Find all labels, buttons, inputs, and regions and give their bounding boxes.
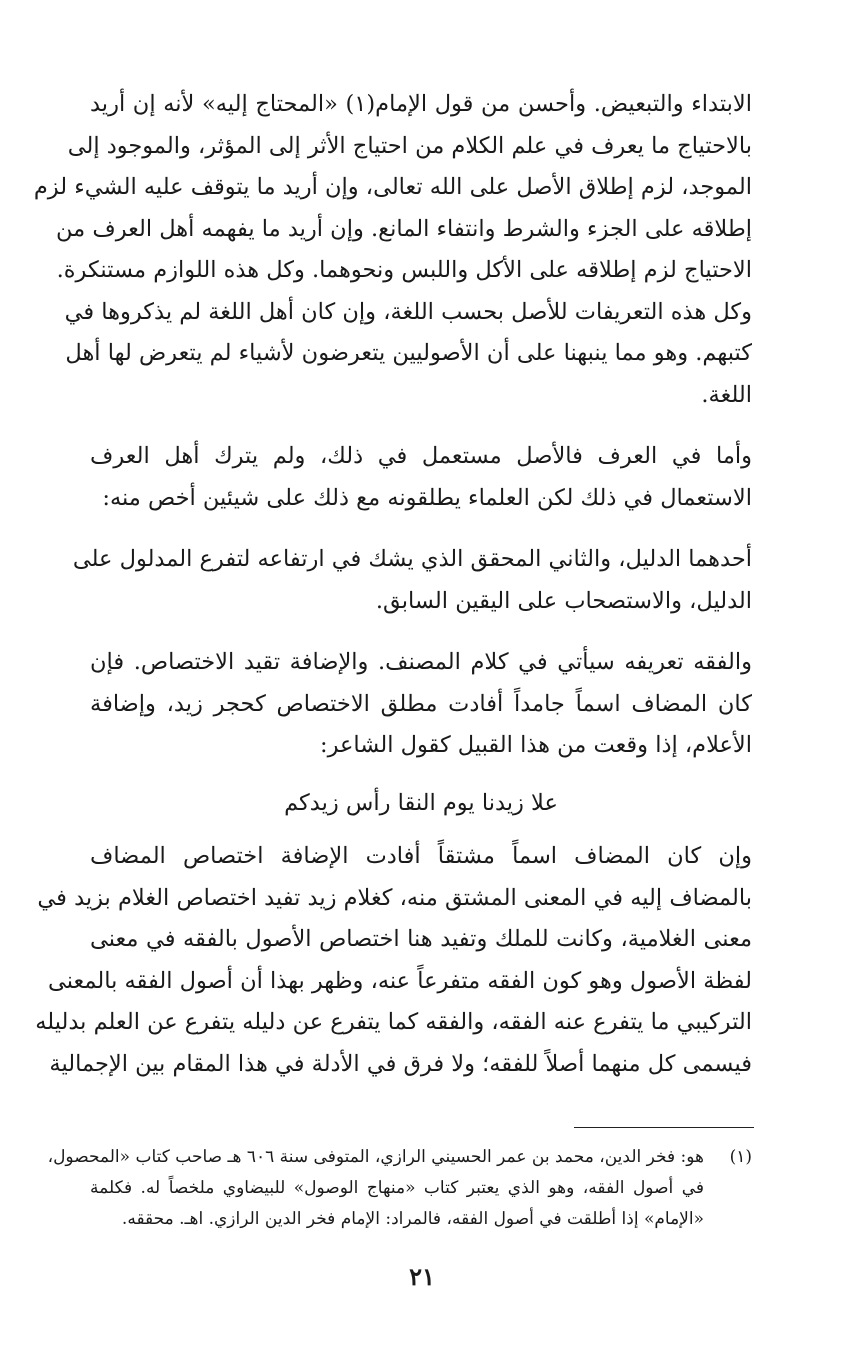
text-line: إطلاقه على الجزء والشرط وانتفاء المانع. وإن أريد ما يفهمه أهل العرف من bbox=[56, 215, 752, 242]
paragraph-5 bbox=[35, 836, 752, 1085]
page-number: ٢١ bbox=[409, 1262, 435, 1291]
text-line: فيسمى كل منهما أصلاً للفقه؛ ولا فرق في الأدلة في هذا المقام بين الإجمالية bbox=[49, 1050, 752, 1077]
footnote-line: في أصول الفقه، وهو الذي يعتبر كتاب «منهاج الوصول» للبيضاوي ملخصاً له. فكلمة bbox=[90, 1178, 704, 1198]
text-line: وكل هذه التعريفات للأصل بحسب اللغة، وإن كان أهل اللغة لم يذكروها في bbox=[64, 298, 752, 325]
paragraph-1 bbox=[33, 84, 752, 416]
paragraph-4 bbox=[90, 642, 752, 767]
text-line: الموجد، لزم إطلاق الأصل على الله تعالى، وإن أريد ما يتوقف عليه الشيء لزم bbox=[33, 174, 752, 200]
text-line: الابتداء والتبعيض. وأحسن من قول الإمام(١) «المحتاج إليه» لأنه إن أريد bbox=[90, 91, 752, 117]
paragraph-3 bbox=[72, 539, 752, 622]
text-line: لفظة الأصول وهو كون الفقه متفرعاً عنه، وظهر بهذا أن أصول الفقه بالمعنى bbox=[47, 967, 752, 994]
poetry-verse: علا زيدنا يوم النقا رأس زيدكم bbox=[284, 789, 558, 816]
text-line: الأعلام، إذا وقعت من هذا القبيل كقول الشاعر: bbox=[319, 732, 752, 758]
text-line: كتبهم. وهو مما ينبهنا على أن الأصوليين يتعرضون لأشياء لم يتعرض لها أهل bbox=[65, 340, 752, 366]
text-line: اللغة. bbox=[701, 381, 752, 408]
text-line: التركيبي ما يتفرع عنه الفقه، والفقه كما يتفرع عن دليله يتفرع عن العلم بدليله bbox=[35, 1009, 752, 1035]
footnote-line: هو: فخر الدين، محمد بن عمر الحسيني الرازي، المتوفى سنة ٦٠٦ هـ صاحب كتاب «المحصول، bbox=[47, 1147, 704, 1167]
text-line: وإن كان المضاف اسماً مشتقاً أفادت الإضافة اختصاص المضاف bbox=[90, 843, 752, 869]
text-line: كان المضاف اسماً جامداً أفادت مطلق الاختصاص كحجر زيد، وإضافة bbox=[90, 690, 752, 717]
footnote-number: (١) bbox=[729, 1147, 752, 1167]
text-line: بالاحتياج ما يعرف في علم الكلام من احتياج الأثر إلى المؤثر، والموجود إلى bbox=[67, 132, 752, 159]
main-text bbox=[33, 84, 752, 1085]
footnote bbox=[47, 1142, 752, 1235]
text-line: والفقه تعريفه سيأتي في كلام المصنف. والإضافة تقيد الاختصاص. فإن bbox=[90, 649, 752, 675]
paragraph-2 bbox=[90, 436, 752, 519]
footnote-line: «الإمام» إذا أطلقت في أصول الفقه، فالمراد: الإمام فخر الدين الرازي. اهـ. محققه. bbox=[121, 1209, 704, 1229]
text-line: الاحتياج لزم إطلاقه على الأكل واللبس ونحوهما. وكل هذه اللوازم مستنكرة. bbox=[56, 257, 752, 283]
footnote-separator bbox=[574, 1127, 754, 1128]
footnote-body bbox=[47, 1142, 704, 1235]
text-line: أحدهما الدليل، والثاني المحقق الذي يشك في ارتفاعه لتفرع المدلول على bbox=[72, 546, 752, 572]
text-line: وأما في العرف فالأصل مستعمل في ذلك، ولم يترك أهل العرف bbox=[90, 443, 752, 469]
text-line: الاستعمال في ذلك لكن العلماء يطلقونه مع ذلك على شيئين أخص منه: bbox=[102, 484, 752, 511]
text-line: الدليل، والاستصحاب على اليقين السابق. bbox=[375, 587, 752, 614]
text-line: بالمضاف إليه في المعنى المشتق منه، كغلام زيد تفيد اختصاص الغلام بزيد في bbox=[37, 884, 752, 911]
text-line: معنى الغلامية، وكانت للملك وتفيد هنا اختصاص الأصول بالفقه في معنى bbox=[90, 926, 752, 952]
